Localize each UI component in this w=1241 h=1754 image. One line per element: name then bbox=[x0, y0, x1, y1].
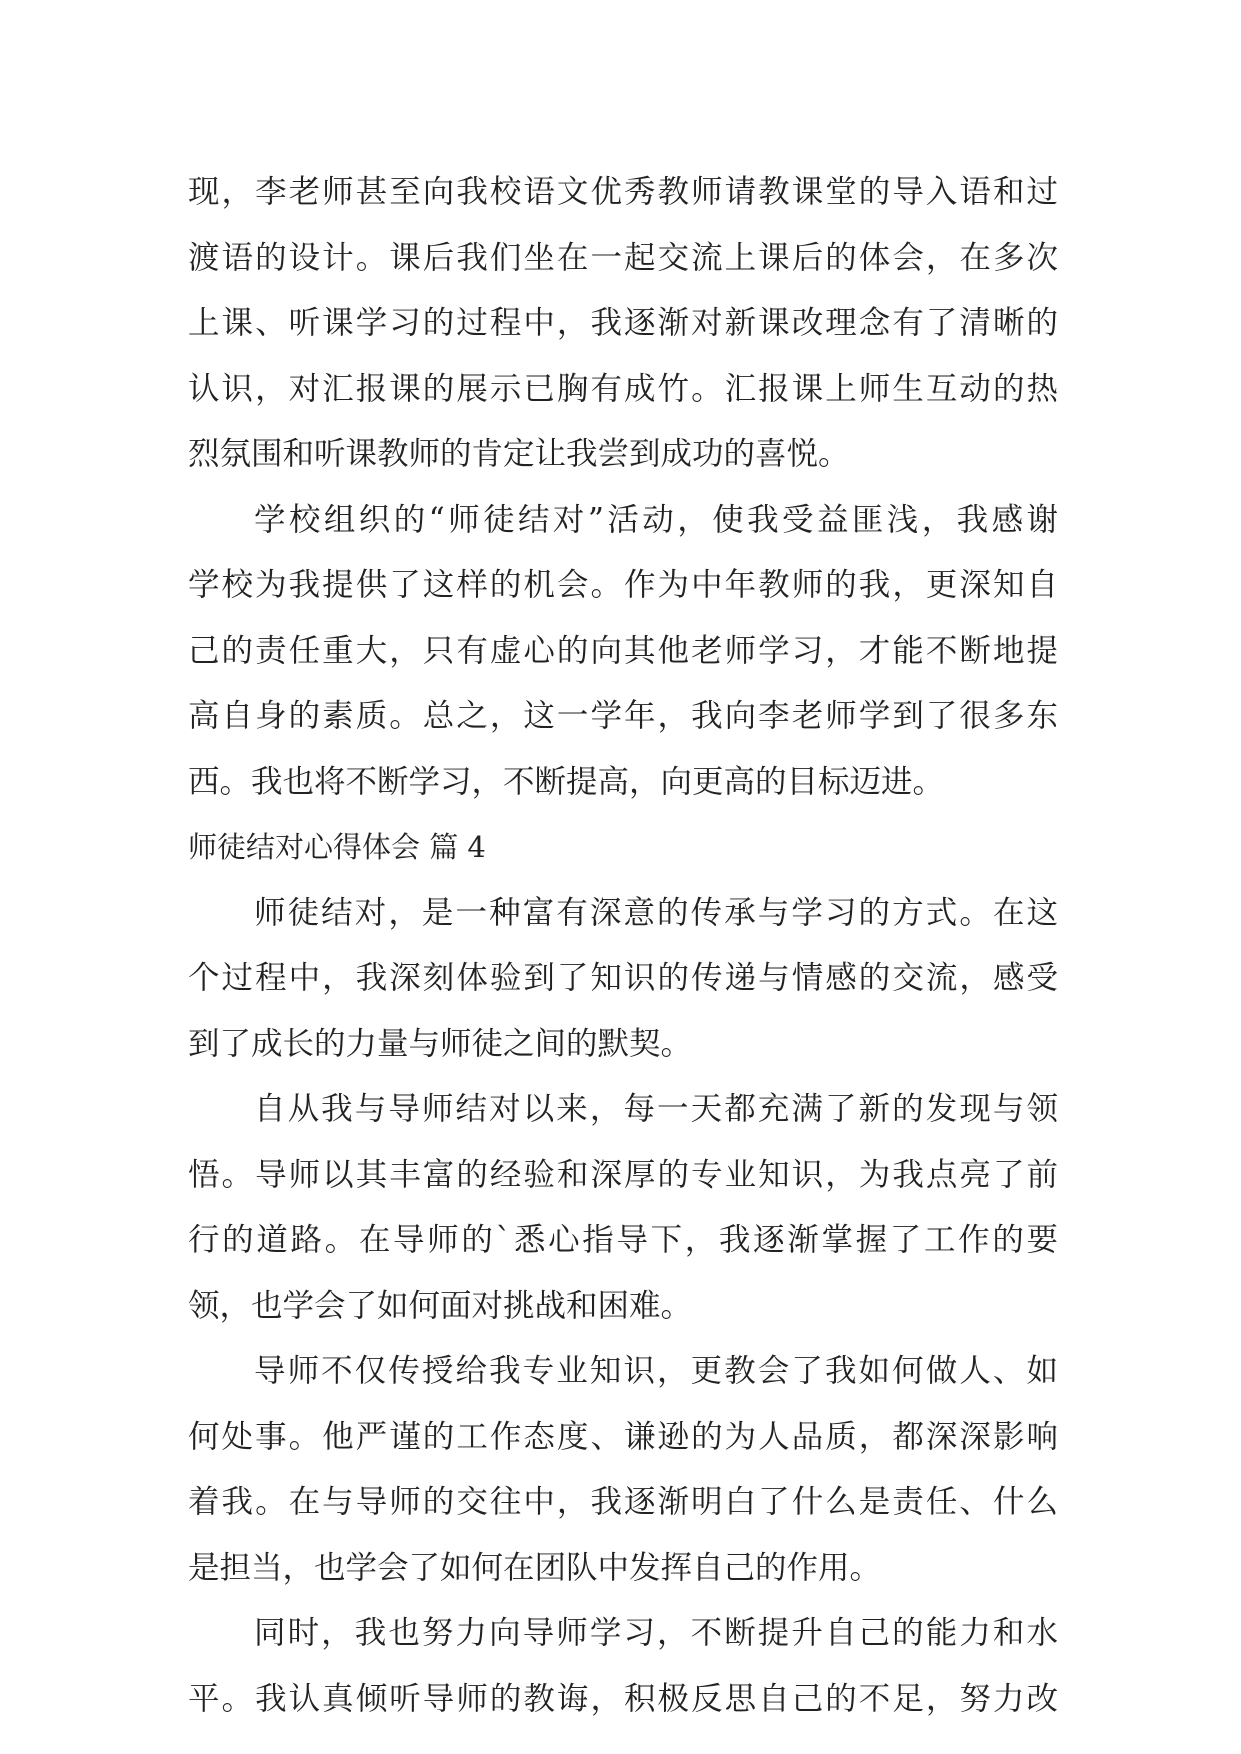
text-line: 是担当，也学会了如何在团队中发挥自己的作用。 bbox=[188, 1549, 882, 1586]
document-page bbox=[188, 160, 1058, 1732]
text-line: 上课、听课学习的过程中，我逐渐对新课改理念有了清晰的 bbox=[188, 305, 1058, 341]
paragraph-6 bbox=[188, 1601, 1058, 1732]
text-line: 平。我认真倾听导师的教诲，积极反思自己的不足，努力改 bbox=[188, 1680, 1058, 1717]
paragraph-1 bbox=[188, 160, 1058, 488]
text-line: 认识，对汇报课的展示已胸有成竹。汇报课上师生互动的热 bbox=[188, 370, 1058, 407]
text-line: 渡语的设计。课后我们坐在一起交流上课后的体会，在多次 bbox=[188, 239, 1058, 276]
text-line: 到了成长的力量与师徒之间的默契。 bbox=[188, 1025, 693, 1062]
text-line: 现，李老师甚至向我校语文优秀教师请教课堂的导入语和过 bbox=[188, 174, 1058, 210]
text-line: 行的道路。在导师的`悉心指导下，我逐渐掌握了工作的要 bbox=[188, 1222, 1058, 1258]
section-heading: 师徒结对心得体会 篇 4 bbox=[188, 830, 486, 864]
text-line: 同时，我也努力向导师学习，不断提升自己的能力和水 bbox=[254, 1615, 1058, 1651]
text-line: 自从我与导师结对以来，每一天都充满了新的发现与领 bbox=[254, 1091, 1058, 1127]
text-line: 悟。导师以其丰富的经验和深厚的专业知识，为我点亮了前 bbox=[188, 1156, 1058, 1193]
text-line: 学校为我提供了这样的机会。作为中年教师的我，更深知自 bbox=[188, 567, 1058, 603]
text-line: 西。我也将不断学习，不断提高，向更高的目标迈进。 bbox=[188, 763, 945, 800]
paragraph-2 bbox=[188, 488, 1058, 816]
text-line: 己的责任重大，只有虚心的向其他老师学习，才能不断地提 bbox=[188, 632, 1058, 669]
text-line: 导师不仅传授给我专业知识，更教会了我如何做人、如 bbox=[254, 1353, 1058, 1389]
text-line: 领，也学会了如何面对挑战和困难。 bbox=[188, 1287, 693, 1324]
text-line: 何处事。他严谨的工作态度、谦逊的为人品质，都深深影响 bbox=[188, 1418, 1058, 1455]
paragraph-5 bbox=[188, 1339, 1058, 1601]
text-line: 学校组织的“师徒结对”活动，使我受益匪浅，我感谢 bbox=[254, 501, 1058, 538]
text-line: 着我。在与导师的交往中，我逐渐明白了什么是责任、什么 bbox=[188, 1484, 1058, 1520]
text-line: 烈氛围和听课教师的肯定让我尝到成功的喜悦。 bbox=[188, 436, 850, 472]
paragraph-3 bbox=[188, 881, 1058, 1078]
text-line: 个过程中，我深刻体验到了知识的传递与情感的交流，感受 bbox=[188, 960, 1058, 996]
text-line: 高自身的素质。总之，这一学年，我向李老师学到了很多东 bbox=[188, 698, 1058, 734]
text-line: 师徒结对，是一种富有深意的传承与学习的方式。在这 bbox=[254, 894, 1058, 931]
paragraph-4 bbox=[188, 1077, 1058, 1339]
